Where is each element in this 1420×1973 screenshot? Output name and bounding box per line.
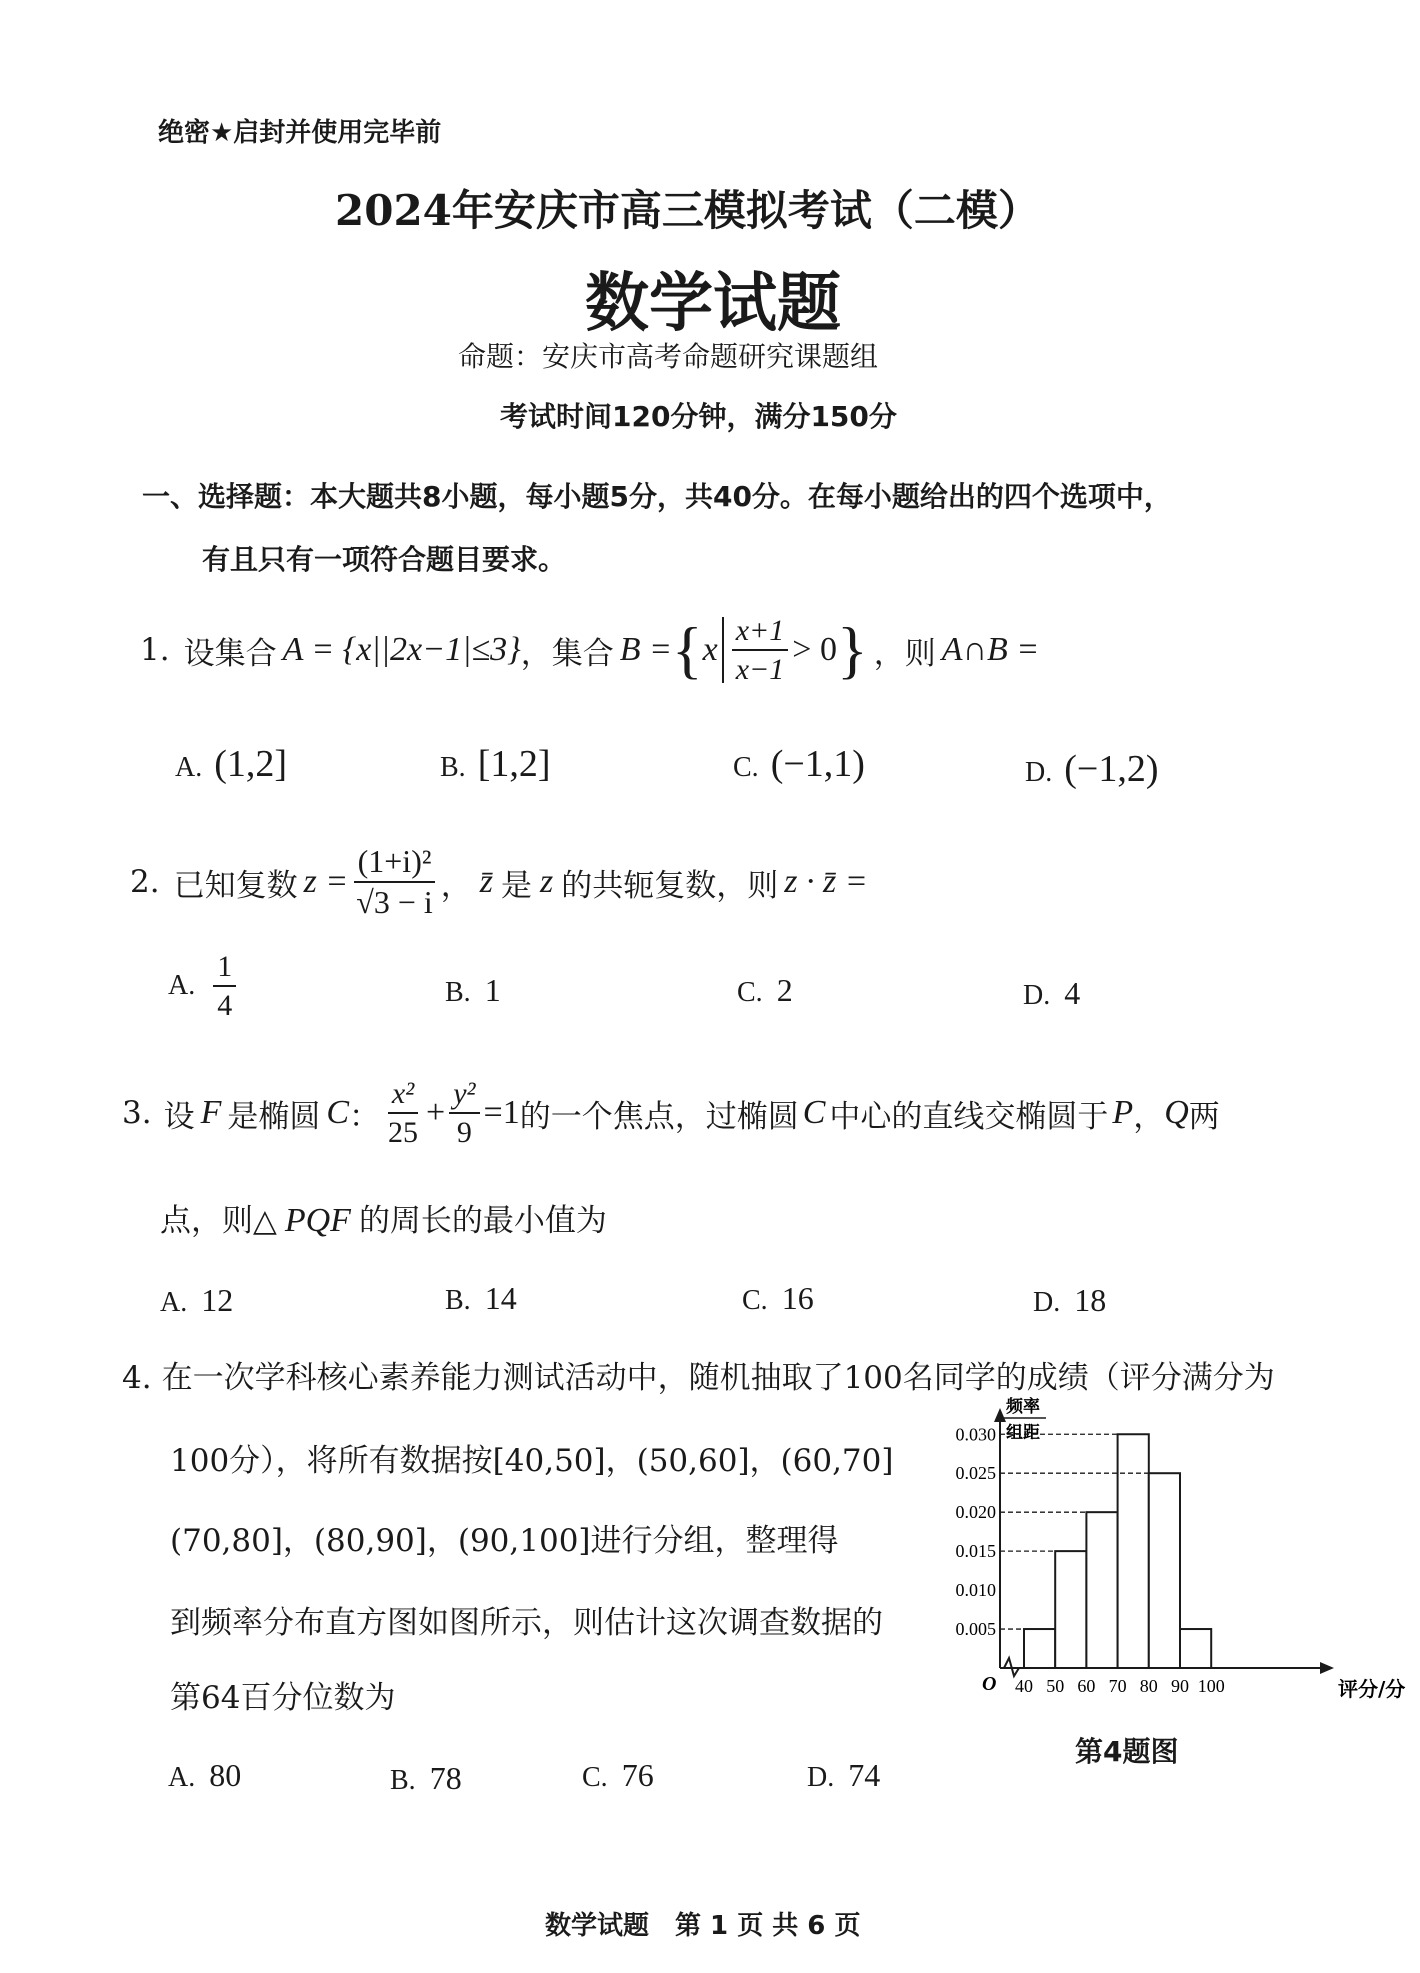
q3-option-d-label: D. bbox=[1033, 1287, 1061, 1318]
q1-text: 设集合 bbox=[183, 635, 277, 672]
q4-line3: (70,80]，(80,90]，(90,100]进行分组，整理得 bbox=[170, 1523, 839, 1559]
q2-option-b-label: B. bbox=[445, 977, 471, 1008]
q3-equals-one: =1 bbox=[483, 1094, 520, 1131]
q2-option-d-value: 4 bbox=[1064, 975, 1081, 1011]
x-tick-label: 60 bbox=[1077, 1676, 1096, 1696]
q2-option-c[interactable] bbox=[737, 972, 793, 1010]
q3-option-a-label: A. bbox=[160, 1287, 188, 1318]
left-brace: { bbox=[671, 614, 703, 685]
q3-fraction-y bbox=[449, 1077, 479, 1149]
q4-option-a-value: 80 bbox=[209, 1757, 242, 1793]
x-axis-arrow bbox=[1320, 1662, 1334, 1674]
y-tick-label: 0.015 bbox=[955, 1541, 996, 1562]
q2-option-b[interactable] bbox=[445, 972, 501, 1010]
q2-option-a-label: A. bbox=[168, 970, 196, 1001]
histogram-chart bbox=[920, 1397, 1406, 1720]
q4-line5: 第64百分位数为 bbox=[170, 1680, 396, 1716]
question-2 bbox=[130, 832, 868, 932]
q3-plus: + bbox=[426, 1094, 446, 1131]
q3-text: 两 bbox=[1188, 1098, 1220, 1135]
histogram-bar bbox=[1180, 1629, 1211, 1668]
q3-comma: ， bbox=[1133, 1098, 1165, 1135]
q4-option-b-label: B. bbox=[390, 1765, 416, 1796]
q4-option-c-label: C. bbox=[582, 1762, 608, 1793]
q1-option-d-value: (−1,2) bbox=[1064, 748, 1159, 790]
q2-zbar: z̄ bbox=[479, 863, 493, 900]
q3-colon: ： bbox=[349, 1098, 381, 1135]
q1-number: 1. bbox=[140, 632, 170, 668]
q3-option-a-value: 12 bbox=[201, 1282, 234, 1318]
q2-fraction bbox=[352, 844, 437, 920]
q1-fraction-numerator: x+1 bbox=[732, 614, 789, 651]
q3-fraction-x-numerator: x² bbox=[388, 1077, 418, 1114]
question-3-line2 bbox=[160, 1195, 607, 1240]
q4-line1: 在一次学科核心素养能力测试活动中，随机抽取了100名同学的成绩（评分满分为 bbox=[161, 1360, 1275, 1396]
q3-fraction-x bbox=[384, 1077, 422, 1149]
q3-fraction-y-denominator: 9 bbox=[456, 1116, 472, 1149]
origin-label: O bbox=[982, 1673, 997, 1695]
q1-option-a-label: A. bbox=[175, 752, 203, 783]
q3-P: P bbox=[1112, 1094, 1134, 1131]
y-tick-label: 0.020 bbox=[955, 1502, 996, 1523]
q2-text: 的共轭复数，则 bbox=[561, 867, 779, 904]
q1-option-a-value: (1,2] bbox=[214, 743, 288, 785]
q4-line2: 100分），将所有数据按[40,50]，(50,60]，(60,70] bbox=[170, 1443, 894, 1479]
exam-info: 考试时间120分钟，满分150分 bbox=[500, 400, 897, 433]
x-tick-label: 40 bbox=[1015, 1676, 1033, 1696]
q2-ask: z · z̄ = bbox=[784, 863, 868, 900]
secret-label: 绝密★启封并使用完毕前 bbox=[158, 118, 442, 148]
section1-heading-cont: 有且只有一项符合题目要求。 bbox=[202, 543, 567, 576]
right-brace: } bbox=[836, 614, 868, 685]
q4-option-b[interactable] bbox=[390, 1760, 462, 1798]
q4-option-b-value: 78 bbox=[429, 1760, 462, 1796]
q1-option-c-label: C. bbox=[733, 752, 759, 783]
q3-option-d[interactable] bbox=[1033, 1282, 1106, 1320]
question-4 bbox=[122, 1352, 1275, 1397]
q3-text: 的一个焦点，过椭圆 bbox=[519, 1098, 799, 1135]
q3-option-c[interactable] bbox=[742, 1280, 814, 1318]
q1-text: ，集合 bbox=[520, 635, 614, 672]
y-axis-label-bottom: 组距 bbox=[1006, 1423, 1040, 1443]
q1-option-a[interactable] bbox=[175, 742, 287, 786]
q3-text: 中心的直线交椭圆于 bbox=[829, 1098, 1109, 1135]
x-tick-label: 80 bbox=[1139, 1676, 1158, 1696]
q4-option-c[interactable] bbox=[582, 1757, 654, 1795]
q3-fraction-x-denominator: 25 bbox=[388, 1116, 419, 1149]
q2-option-a[interactable] bbox=[168, 950, 240, 1022]
q2-number: 2. bbox=[130, 864, 160, 900]
q1-option-c-value: (−1,1) bbox=[770, 743, 865, 785]
q2-fraction-denominator: √3 − i bbox=[356, 884, 433, 920]
page-footer: 数学试题 第 1 页 共 6 页 bbox=[545, 1911, 861, 1941]
q3-F: F bbox=[200, 1094, 222, 1131]
q3-text: 点，则△ bbox=[160, 1203, 277, 1239]
q2-option-d[interactable] bbox=[1023, 975, 1080, 1013]
question-3 bbox=[122, 1063, 1220, 1163]
x-axis-label: 评分/分 bbox=[1338, 1677, 1406, 1701]
q3-text: 是椭圆 bbox=[227, 1098, 321, 1135]
q1-option-d[interactable] bbox=[1025, 747, 1158, 791]
q2-text: ， bbox=[440, 867, 472, 904]
q2-z-eq: z = bbox=[303, 863, 349, 900]
q3-option-a[interactable] bbox=[160, 1282, 233, 1320]
q4-option-c-value: 76 bbox=[621, 1757, 654, 1793]
q3-C: C bbox=[326, 1094, 350, 1131]
q3-number: 3. bbox=[122, 1095, 152, 1131]
q2-text: 是 bbox=[501, 867, 532, 904]
y-tick-label: 0.005 bbox=[955, 1619, 996, 1640]
q2-text: 已知复数 bbox=[173, 867, 298, 904]
q1-set-b-var: x bbox=[702, 631, 718, 668]
x-tick-label: 90 bbox=[1171, 1676, 1189, 1696]
q1-fraction bbox=[732, 614, 789, 686]
x-tick-label: 100 bbox=[1197, 1676, 1225, 1696]
q2-z: z bbox=[540, 863, 554, 900]
q1-divider bbox=[722, 617, 724, 683]
q1-option-b-label: B. bbox=[440, 752, 466, 783]
q2-option-a-numerator: 1 bbox=[213, 950, 236, 987]
q3-fraction-y-numerator: y² bbox=[449, 1077, 479, 1114]
x-tick-label: 50 bbox=[1046, 1676, 1065, 1696]
y-tick-label: 0.025 bbox=[955, 1463, 996, 1484]
q2-option-d-label: D. bbox=[1023, 980, 1051, 1011]
y-axis-label-top: 频率 bbox=[1006, 1397, 1040, 1417]
q3-option-b-value: 14 bbox=[484, 1280, 517, 1316]
y-tick-label: 0.010 bbox=[955, 1580, 996, 1601]
q1-option-b[interactable] bbox=[440, 742, 551, 786]
histogram-bar bbox=[1118, 1434, 1149, 1668]
q1-option-c[interactable] bbox=[733, 742, 865, 786]
q1-option-d-label: D. bbox=[1025, 757, 1053, 788]
q4-option-d-value: 74 bbox=[848, 1757, 881, 1793]
q1-inequality: > 0 bbox=[792, 631, 837, 668]
q2-option-b-value: 1 bbox=[484, 972, 501, 1008]
q2-option-a-denominator: 4 bbox=[217, 989, 233, 1022]
q4-option-d[interactable] bbox=[807, 1757, 880, 1795]
authors-line: 命题：安庆市高考命题研究课题组 bbox=[458, 340, 879, 373]
q1-fraction-denominator: x−1 bbox=[735, 653, 785, 686]
x-tick-label: 70 bbox=[1108, 1676, 1127, 1696]
subject-title: 数学试题 bbox=[585, 266, 841, 341]
q3-PQF: PQF bbox=[284, 1202, 351, 1239]
q1-text: ，则 bbox=[873, 635, 936, 672]
q4-line4: 到频率分布直方图如图所示，则估计这次调查数据的 bbox=[170, 1605, 883, 1641]
q1-set-b-label: B = bbox=[619, 631, 672, 668]
q1-ask: A∩B = bbox=[941, 631, 1040, 668]
q4-option-a[interactable] bbox=[168, 1757, 241, 1795]
question-1 bbox=[140, 605, 1039, 695]
q3-text: 设 bbox=[163, 1098, 195, 1135]
q1-set-a: A = {x||2x−1|≤3} bbox=[282, 631, 521, 668]
q3-option-d-value: 18 bbox=[1074, 1282, 1107, 1318]
exam-title: 2024年安庆市高三模拟考试（二模） bbox=[335, 186, 1040, 235]
section1-heading: 一、选择题：本大题共8小题，每小题5分，共40分。在每小题给出的四个选项中， bbox=[142, 480, 1172, 513]
q1-option-b-value: [1,2] bbox=[477, 743, 551, 785]
histogram-bar bbox=[1149, 1473, 1180, 1668]
histogram-bar bbox=[1086, 1512, 1117, 1668]
q2-option-a-fraction bbox=[213, 950, 236, 1022]
q4-number: 4. bbox=[122, 1360, 152, 1396]
q2-fraction-numerator: (1+i)² bbox=[354, 844, 436, 883]
q3-option-b-label: B. bbox=[445, 1285, 471, 1316]
q4-option-d-label: D. bbox=[807, 1762, 835, 1793]
q2-option-c-value: 2 bbox=[776, 972, 793, 1008]
histogram-bar bbox=[1024, 1629, 1055, 1668]
figure-caption: 第4题图 bbox=[1075, 1735, 1179, 1768]
q2-option-c-label: C. bbox=[737, 977, 763, 1008]
q3-text: 的周长的最小值为 bbox=[358, 1203, 607, 1239]
y-tick-label: 0.030 bbox=[955, 1424, 996, 1445]
q4-option-a-label: A. bbox=[168, 1762, 196, 1793]
q3-option-b[interactable] bbox=[445, 1280, 517, 1318]
y-axis-arrow bbox=[994, 1408, 1006, 1422]
q3-option-c-value: 16 bbox=[781, 1280, 814, 1316]
q3-C: C bbox=[802, 1094, 826, 1131]
q3-Q: Q bbox=[1164, 1094, 1189, 1131]
histogram-bar bbox=[1055, 1551, 1086, 1668]
q3-option-c-label: C. bbox=[742, 1285, 768, 1316]
